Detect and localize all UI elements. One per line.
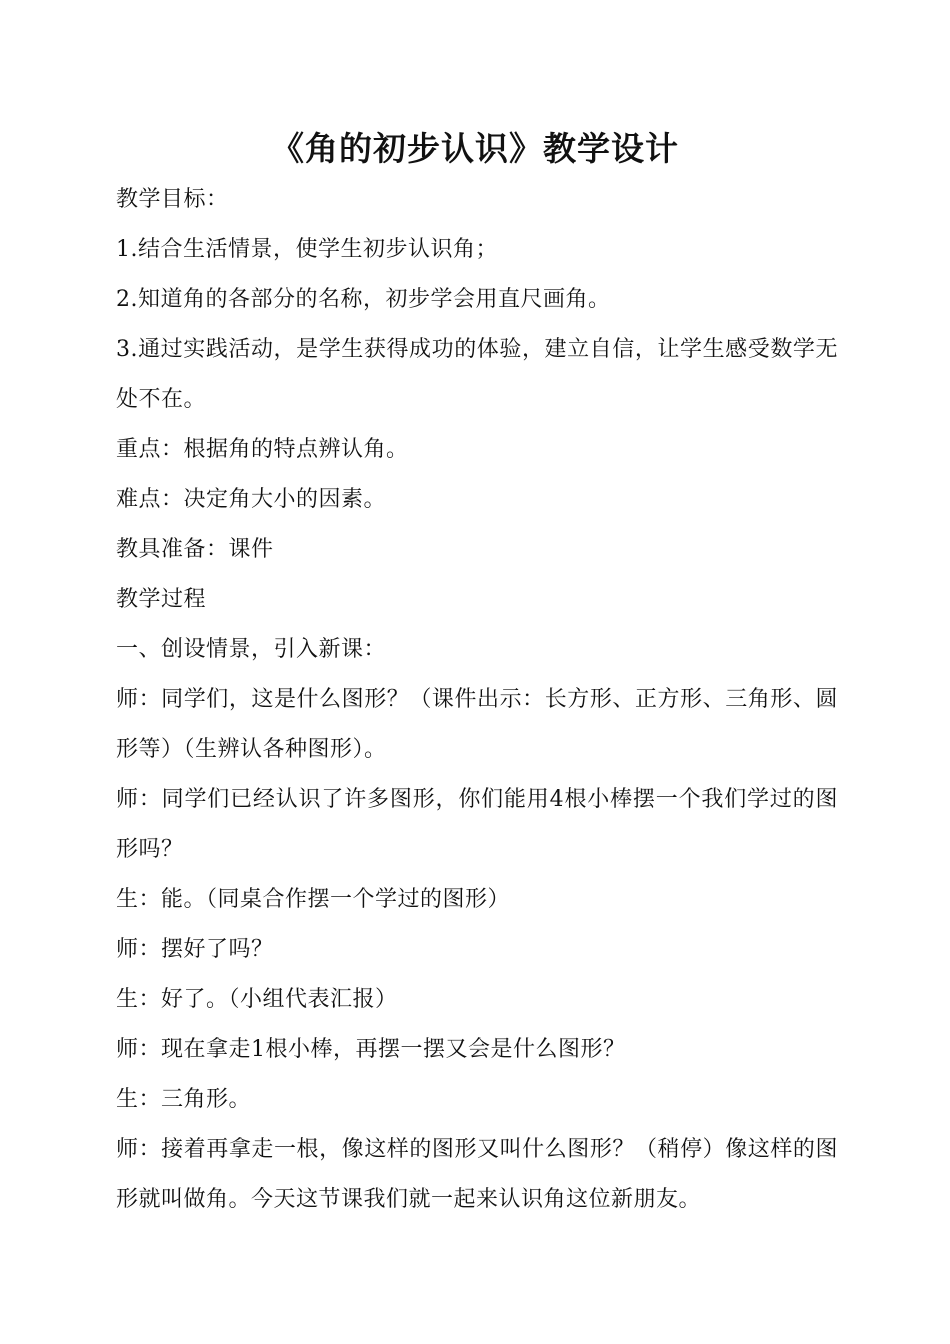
paragraph-dialogue: 师：同学们已经认识了许多图形，你们能用4根小棒摆一个我们学过的图形吗？ (116, 787, 838, 862)
paragraph-dialogue: 生：能。（同桌合作摆一个学过的图形） (116, 887, 511, 912)
paragraph-objectives-heading: 教学目标： (116, 187, 229, 212)
paragraph-difficulty: 难点：决定角大小的因素。 (116, 487, 387, 512)
paragraph-dialogue: 师：同学们，这是什么图形？（课件出示：长方形、正方形、三角形、圆形等）（生辨认各种图形）。 (116, 687, 838, 762)
paragraph-dialogue: 师：现在拿走1根小棒，再摆一摆又会是什么图形？ (116, 1037, 626, 1062)
paragraph-teaching-aids: 教具准备：课件 (116, 537, 274, 562)
paragraph-dialogue: 生：三角形。 (116, 1087, 252, 1112)
paragraph-objective-3: 3.通过实践活动，是学生获得成功的体验，建立自信，让学生感受数学无处不在。 (116, 337, 838, 412)
paragraph-dialogue: 生：好了。（小组代表汇报） (116, 987, 398, 1012)
document-title: 《角的初步认识》教学设计 (271, 129, 679, 168)
paragraph-section-one: 一、创设情景，引入新课： (116, 637, 387, 662)
paragraph-process-heading: 教学过程 (116, 587, 207, 612)
document-body (116, 175, 838, 1225)
paragraph-objective-2: 2.知道角的各部分的名称，初步学会用直尺画角。 (116, 287, 611, 312)
paragraph-key-point: 重点：根据角的特点辨认角。 (116, 437, 409, 462)
paragraph-dialogue: 师：接着再拿走一根，像这样的图形又叫什么图形？（稍停）像这样的图形就叫做角。今天这节课我们就一起来认识角这位新朋友。 (116, 1137, 838, 1212)
paragraph-objective-1: 1.结合生活情景，使学生初步认识角； (116, 237, 498, 262)
paragraph-dialogue: 师：摆好了吗？ (116, 937, 274, 962)
